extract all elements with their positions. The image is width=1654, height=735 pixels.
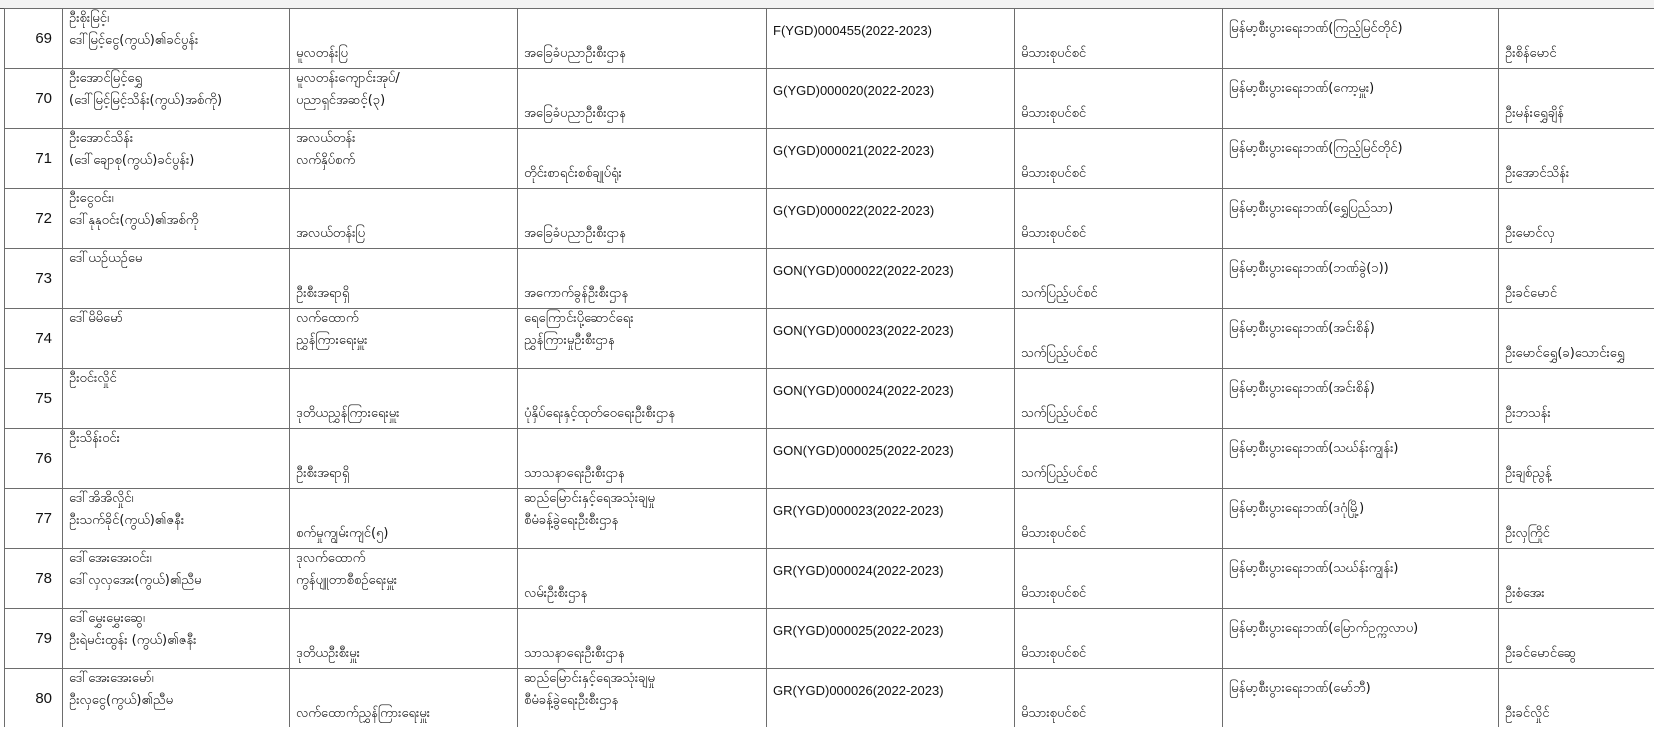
representative-cell — [1499, 369, 1654, 429]
table-row — [5, 489, 1654, 549]
table-row — [5, 369, 1654, 429]
pension-type-cell — [1015, 429, 1223, 489]
department-cell — [518, 249, 767, 309]
position-cell — [290, 9, 518, 69]
pension-type: မိသားစုပင်စင် — [1021, 166, 1087, 181]
code-cell — [767, 9, 1015, 69]
department-line2: စီမံခန့်ခွဲရေးဦးစီးဌာန — [524, 513, 619, 528]
applicant-relation: ဦးလှငွေ(ကွယ်)၏ညီမ — [69, 693, 174, 708]
representative-name: ဦးမန်းရွှေချိန် — [1505, 106, 1564, 121]
department: အခြေခံပညာဦးစီးဌာန — [524, 106, 626, 121]
position: စက်မှုကျွမ်းကျင်(၅) — [296, 526, 389, 541]
code-cell — [767, 309, 1015, 369]
department-cell — [518, 609, 767, 669]
bank-cell — [1223, 429, 1499, 489]
representative-name: ဦးဘသန်း — [1505, 406, 1551, 421]
pension-code: G(YGD)000020(2022-2023) — [773, 83, 935, 98]
bank-branch: မြန်မာ့စီးပွားရေးဘဏ်(ဘဏ်ခွဲ(၁)) — [1229, 261, 1389, 276]
department: အခြေခံပညာဦးစီးဌာန — [524, 46, 626, 61]
code-cell — [767, 429, 1015, 489]
bank-cell — [1223, 69, 1499, 129]
row-number: 71 — [5, 129, 63, 189]
table-row — [5, 129, 1654, 189]
code-cell — [767, 369, 1015, 429]
department-cell — [518, 549, 767, 609]
department: တိုင်းစာရင်းစစ်ချုပ်ရုံး — [524, 166, 622, 181]
position: လက်ထောက်ညွှန်ကြားရေးမှူး — [296, 706, 430, 721]
bank-branch: မြန်မာ့စီးပွားရေးဘဏ်(မော်ဘီ) — [1229, 681, 1371, 696]
bank-cell — [1223, 369, 1499, 429]
row-number: 72 — [5, 189, 63, 249]
pension-type-cell — [1015, 129, 1223, 189]
position-line2: ညွှန်ကြားရေးမှူး — [296, 333, 368, 348]
pension-type-cell — [1015, 609, 1223, 669]
bank-cell — [1223, 669, 1499, 729]
applicant-cell — [63, 249, 290, 309]
position-line2: ကွန်ပျူတာစီစဉ်ရေးမှူး — [296, 573, 398, 588]
row-number: 76 — [5, 429, 63, 489]
department-cell — [518, 669, 767, 729]
position-cell — [290, 309, 518, 369]
applicant-cell — [63, 69, 290, 129]
applicant-name: ဒေါ်မွှေးမွှေးဆွေ၊ — [69, 611, 145, 626]
department: သာသနာရေးဦးစီးဌာန — [524, 466, 625, 481]
pension-code: F(YGD)000455(2022-2023) — [773, 23, 932, 38]
position: ဒုတိယဦးစီးမှူး — [296, 646, 360, 661]
table-body — [5, 9, 1654, 729]
row-number: 79 — [5, 609, 63, 669]
representative-name: ဦးအောင်သိန်း — [1505, 166, 1570, 181]
position-cell — [290, 609, 518, 669]
applicant-cell — [63, 549, 290, 609]
applicant-cell — [63, 489, 290, 549]
bank-cell — [1223, 489, 1499, 549]
applicant-cell — [63, 189, 290, 249]
pension-code: GON(YGD)000022(2022-2023) — [773, 263, 954, 278]
representative-cell — [1499, 189, 1654, 249]
position-cell — [290, 69, 518, 129]
table-row — [5, 9, 1654, 69]
applicant-name: ဒေါ်မိမိမော် — [69, 311, 123, 326]
department: သာသနာရေးဦးစီးဌာန — [524, 646, 625, 661]
position-cell — [290, 129, 518, 189]
code-cell — [767, 609, 1015, 669]
pension-type-cell — [1015, 669, 1223, 729]
department-line2: ညွှန်ကြားမှုဦးစီးဌာန — [524, 333, 615, 348]
bank-branch: မြန်မာ့စီးပွားရေးဘဏ်(အင်းစိန်) — [1229, 381, 1375, 396]
applicant-cell — [63, 9, 290, 69]
representative-name: ဦးခင်မောင်ဆွေ — [1505, 646, 1577, 661]
applicant-name: ဦးသိန်းဝင်း — [69, 431, 120, 446]
representative-cell — [1499, 129, 1654, 189]
representative-name: ဦးလှကြိုင် — [1505, 526, 1550, 541]
applicant-relation: ဦးသက်ခိုင်(ကွယ်)၏ဇနီး — [69, 513, 185, 528]
position: အလယ်တန်းပြ — [296, 226, 366, 241]
pension-type-cell — [1015, 549, 1223, 609]
department-cell — [518, 69, 767, 129]
pension-type-cell — [1015, 489, 1223, 549]
pension-code: GON(YGD)000023(2022-2023) — [773, 323, 954, 338]
row-number: 69 — [5, 9, 63, 69]
applicant-name: ဒေါ်အိအိလှိုင်၊ — [69, 491, 134, 506]
table-row — [5, 189, 1654, 249]
representative-name: ဦးခင်လှိုင် — [1505, 706, 1550, 721]
pension-code: GR(YGD)000024(2022-2023) — [773, 563, 944, 578]
applicant-relation: ဦးရဲမင်းထွန်း (ကွယ်)၏ဇနီး — [69, 633, 197, 648]
position-cell — [290, 429, 518, 489]
bank-branch: မြန်မာ့စီးပွားရေးဘဏ်(သဃ်န်းကျွန်း) — [1229, 561, 1399, 576]
representative-cell — [1499, 609, 1654, 669]
bank-cell — [1223, 309, 1499, 369]
bank-branch: မြန်မာ့စီးပွားရေးဘဏ်(ဒဂုံမြို့) — [1229, 501, 1365, 516]
representative-cell — [1499, 249, 1654, 309]
department-cell — [518, 9, 767, 69]
applicant-name: ဦးဝင်းလှိုင် — [69, 371, 117, 386]
code-cell — [767, 549, 1015, 609]
pension-code: GON(YGD)000024(2022-2023) — [773, 383, 954, 398]
pension-type: မိသားစုပင်စင် — [1021, 226, 1087, 241]
pension-type-cell — [1015, 9, 1223, 69]
representative-name: ဦးမောင်ရွှေ(ခ)သောင်းရွှေ — [1505, 346, 1625, 361]
pension-type: မိသားစုပင်စင် — [1021, 106, 1087, 121]
position: မူလတန်းပြ — [296, 46, 348, 61]
applicant-name: ဒေါ်အေးအေးမော်၊ — [69, 671, 154, 686]
representative-cell — [1499, 69, 1654, 129]
position-line1: အလယ်တန်း — [296, 131, 356, 146]
bank-branch: မြန်မာ့စီးပွားရေးဘဏ်(ကြည့်မြင်တိုင်) — [1229, 21, 1403, 36]
representative-cell — [1499, 309, 1654, 369]
applicant-relation: ဒေါ်လှလှအေး(ကွယ်)၏ညီမ — [69, 573, 202, 588]
applicant-cell — [63, 429, 290, 489]
position: ဒုတိယညွှန်ကြားရေးမှူး — [296, 406, 400, 421]
bank-cell — [1223, 549, 1499, 609]
bank-branch: မြန်မာ့စီးပွားရေးဘဏ်(ရွှေပြည်သာ) — [1229, 201, 1394, 216]
department: လမ်းဦးစီးဌာန — [524, 586, 588, 601]
pension-code: GR(YGD)000026(2022-2023) — [773, 683, 944, 698]
pension-type-cell — [1015, 369, 1223, 429]
pension-type-cell — [1015, 189, 1223, 249]
applicant-name: ဦးငွေဝင်း၊ — [69, 191, 114, 206]
pension-type: သက်ပြည့်ပင်စင် — [1021, 346, 1098, 361]
applicant-name: ဦးစိုးမြင့်၊ — [69, 11, 110, 26]
table-row — [5, 669, 1654, 729]
row-number: 75 — [5, 369, 63, 429]
applicant-name: ဒေါ်အေးအေးဝင်း၊ — [69, 551, 152, 566]
pension-type: သက်ပြည့်ပင်စင် — [1021, 466, 1098, 481]
bank-cell — [1223, 609, 1499, 669]
position: ဦးစီးအရာရှိ — [296, 466, 350, 481]
bank-branch: မြန်မာ့စီးပွားရေးဘဏ်(ကော့မှူး) — [1229, 81, 1375, 96]
pension-code: GR(YGD)000023(2022-2023) — [773, 503, 944, 518]
representative-cell — [1499, 669, 1654, 729]
position-line1: မူလတန်းကျောင်းအုပ်/ — [296, 71, 400, 86]
position-cell — [290, 369, 518, 429]
department-cell — [518, 429, 767, 489]
bank-branch: မြန်မာ့စီးပွားရေးဘဏ်(မြောက်ဥက္ကလာပ) — [1229, 621, 1419, 636]
table-row — [5, 309, 1654, 369]
applicant-cell — [63, 309, 290, 369]
pension-type-cell — [1015, 309, 1223, 369]
bank-cell — [1223, 129, 1499, 189]
representative-cell — [1499, 549, 1654, 609]
department-cell — [518, 369, 767, 429]
row-number: 74 — [5, 309, 63, 369]
pension-code: G(YGD)000021(2022-2023) — [773, 143, 935, 158]
code-cell — [767, 249, 1015, 309]
applicant-relation: (ဒေါ်မြင့်မြင့်သိန်း(ကွယ်)အစ်ကို) — [69, 93, 223, 108]
bank-branch: မြန်မာ့စီးပွားရေးဘဏ်(သဃ်န်းကျွန်း) — [1229, 441, 1399, 456]
pension-code: GON(YGD)000025(2022-2023) — [773, 443, 954, 458]
applicant-relation: ဒေါ်နုနုဝင်း(ကွယ်)၏အစ်ကို — [69, 213, 199, 228]
representative-name: ဦးခင်မောင် — [1505, 286, 1558, 301]
pension-type-cell — [1015, 69, 1223, 129]
position-line2: လက်နှိပ်စက် — [296, 153, 356, 168]
pension-type: သက်ပြည့်ပင်စင် — [1021, 286, 1098, 301]
representative-name: ဦးမောင်လှ — [1505, 226, 1555, 241]
pension-code: G(YGD)000022(2022-2023) — [773, 203, 935, 218]
bank-cell — [1223, 249, 1499, 309]
table-row — [5, 549, 1654, 609]
position-cell — [290, 489, 518, 549]
representative-cell — [1499, 489, 1654, 549]
pension-type: သက်ပြည့်ပင်စင် — [1021, 406, 1098, 421]
code-cell — [767, 129, 1015, 189]
representative-name: ဦးစံအေး — [1505, 586, 1545, 601]
applicant-relation: ဒေါ်မြင့်ငွေ(ကွယ်)၏ခင်ပွန်း — [69, 33, 199, 48]
code-cell — [767, 189, 1015, 249]
pension-type: မိသားစုပင်စင် — [1021, 46, 1087, 61]
position-cell — [290, 249, 518, 309]
applicant-cell — [63, 669, 290, 729]
department-cell — [518, 489, 767, 549]
row-number: 70 — [5, 69, 63, 129]
table-row — [5, 609, 1654, 669]
applicant-name: ဒေါ်ယဉ်ယဉ်မေ — [69, 251, 143, 266]
table-row — [5, 429, 1654, 489]
row-number: 73 — [5, 249, 63, 309]
department-line2: စီမံခန့်ခွဲရေးဦးစီးဌာန — [524, 693, 619, 708]
pension-type: မိသားစုပင်စင် — [1021, 646, 1087, 661]
pension-type: မိသားစုပင်စင် — [1021, 526, 1087, 541]
bank-cell — [1223, 189, 1499, 249]
applicant-name: ဦးအောင်သိန်း — [69, 131, 134, 146]
applicant-relation: (ဒေါ်ချောစု(ကွယ်)ခင်ပွန်း) — [69, 153, 195, 168]
pension-type-cell — [1015, 249, 1223, 309]
row-number: 80 — [5, 669, 63, 729]
department-cell — [518, 189, 767, 249]
bank-branch: မြန်မာ့စီးပွားရေးဘဏ်(အင်းစိန်) — [1229, 321, 1375, 336]
code-cell — [767, 69, 1015, 129]
bank-cell — [1223, 9, 1499, 69]
department: အခြေခံပညာဦးစီးဌာန — [524, 226, 626, 241]
position-cell — [290, 549, 518, 609]
position-line1: လက်ထောက် — [296, 311, 359, 326]
department-line1: ဆည်မြောင်းနှင့်ရေအသုံးချမှု — [524, 671, 655, 686]
bank-branch: မြန်မာ့စီးပွားရေးဘဏ်(ကြည့်မြင်တိုင်) — [1229, 141, 1403, 156]
pension-code: GR(YGD)000025(2022-2023) — [773, 623, 944, 638]
representative-cell — [1499, 9, 1654, 69]
code-cell — [767, 669, 1015, 729]
pension-type: မိသားစုပင်စင် — [1021, 586, 1087, 601]
department: အကောက်ခွန်ဦးစီးဌာန — [524, 286, 629, 301]
department-line1: ဆည်မြောင်းနှင့်ရေအသုံးချမှု — [524, 491, 655, 506]
department: ပုံနှိပ်ရေးနှင့်ထုတ်ဝေရေးဦးစီးဌာန — [524, 406, 676, 421]
table-row — [5, 249, 1654, 309]
row-number: 77 — [5, 489, 63, 549]
applicant-name: ဦးအောင်မြင့်ရွှေ — [69, 71, 143, 86]
position: ဦးစီးအရာရှိ — [296, 286, 350, 301]
position-line2: ပညာရှင်အဆင့်(၃) — [296, 93, 386, 108]
representative-cell — [1499, 429, 1654, 489]
department-cell — [518, 309, 767, 369]
position-cell — [290, 669, 518, 729]
pension-type: မိသားစုပင်စင် — [1021, 706, 1087, 721]
department-line1: ရေကြောင်းပို့ဆောင်ရေး — [524, 311, 634, 326]
department-cell — [518, 129, 767, 189]
table-row — [5, 69, 1654, 129]
applicant-cell — [63, 369, 290, 429]
row-number: 78 — [5, 549, 63, 609]
applicant-cell — [63, 129, 290, 189]
pension-list-table — [4, 8, 1654, 729]
representative-name: ဦးချစ်ညွန့် — [1505, 466, 1552, 481]
position-cell — [290, 189, 518, 249]
applicant-cell — [63, 609, 290, 669]
representative-name: ဦးစိန်မောင် — [1505, 46, 1557, 61]
code-cell — [767, 489, 1015, 549]
position-line1: ဒုလက်ထောက် — [296, 551, 366, 566]
table-bottom-edge — [0, 727, 1654, 735]
